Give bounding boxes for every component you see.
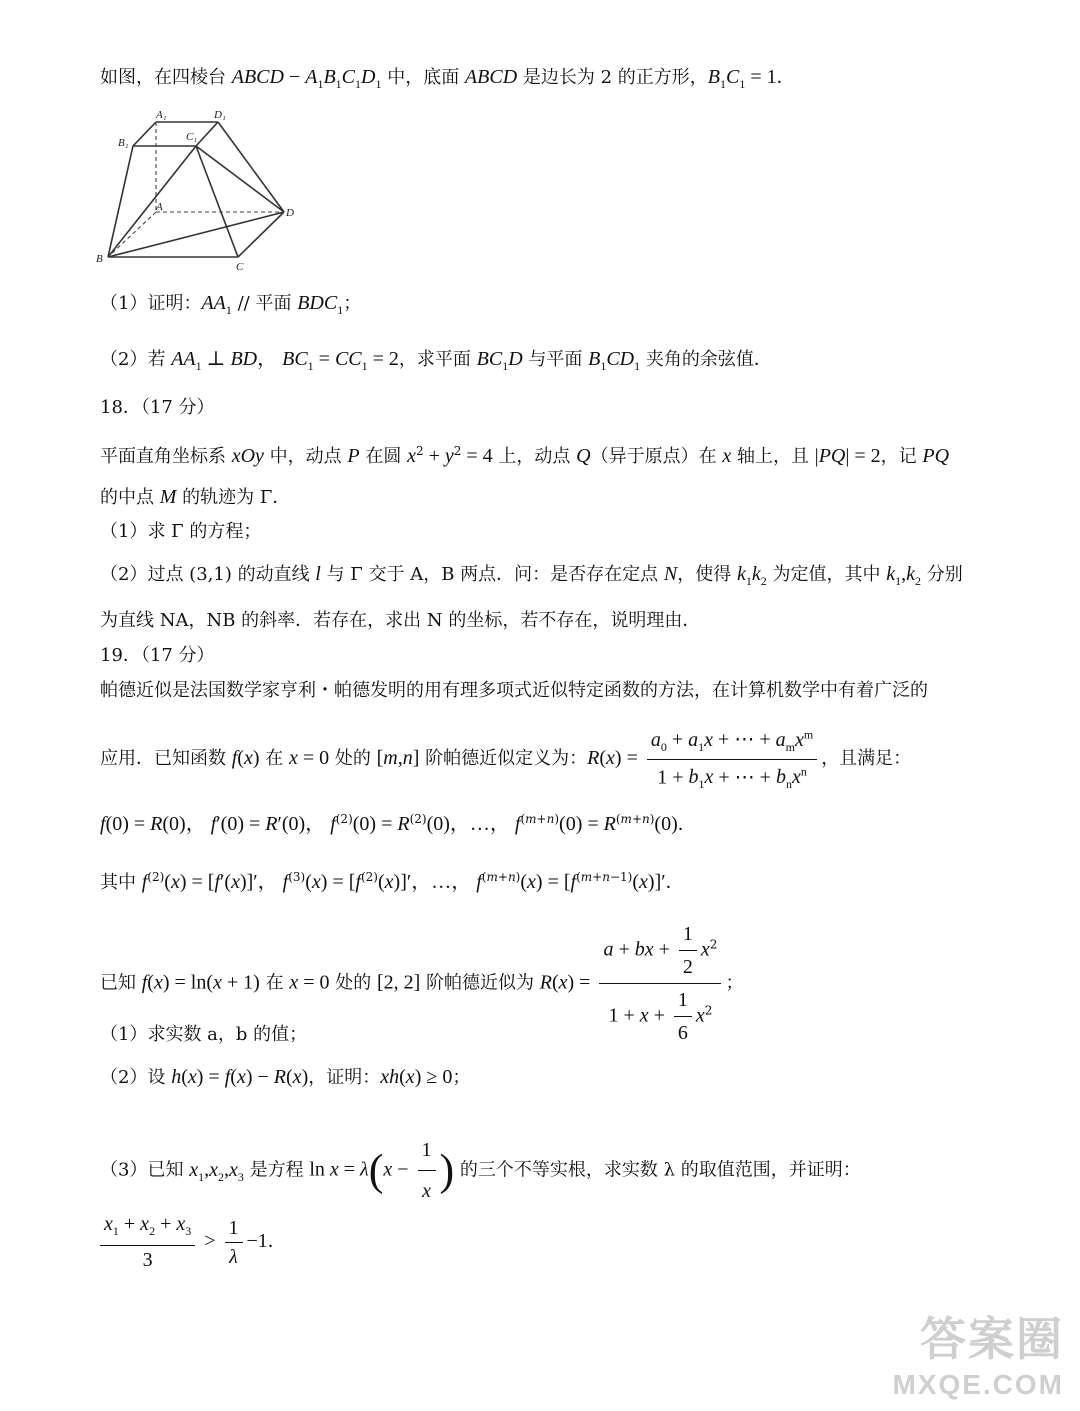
q19-para1: 帕德近似是法国数学家亨利・帕德发明的用有理多项式近似特定函数的方法，在计算机数学中有着广泛的 <box>100 680 928 701</box>
label-A: A <box>156 201 163 213</box>
label-D1: D₁ <box>214 109 226 121</box>
label-C1: C₁ <box>186 131 198 143</box>
q19-part3: （3）已知 $x_1,x_2,x_3$ 是方程 ln x = λ(x − $\frac{1}{x}$ ) 的三个不等实根，求实数 λ 的取值范围，并证明： <box>100 1130 1020 1211</box>
watermark-title: 答案圈 <box>920 1313 1064 1365</box>
q19-conditions: f(0) = R(0)， f′(0) = R′(0)， $f^{(2)}(0) = R^{(2)}(0)$，…， $f^{(m+n)}(0) = R^{(m+n)}(0)$． <box>100 812 696 835</box>
watermark-url: MXQE.COM <box>892 1369 1064 1400</box>
q18-header: 18．（17 分） <box>100 397 215 418</box>
q17-intro: 如图，在四棱台 ABCD − $A_1B_1C_1D_1$ 中，底面 ABCD 是边长为 2 的正方形，$B_1C_1 = 1$． <box>100 66 795 91</box>
q18-line2: 的中点 M 的轨迹为 Γ． <box>100 486 291 508</box>
label-B1: B₁ <box>118 137 129 149</box>
label-C: C <box>236 261 244 273</box>
q19-part1: （1）求实数 a，b 的值； <box>100 1024 308 1045</box>
label-D: D <box>286 207 294 219</box>
q19-header: 19．（17 分） <box>100 645 215 666</box>
q18-line1: 平面直角坐标系 xOy 中，动点 P 在圆 $x^2 + y^2 = 4$ 上，动点 Q（异于原点）在 x 轴上，且 |PQ| = 2，记 PQ <box>100 444 950 467</box>
q17-part1: （1）证明：$AA_1$ // 平面 $BDC_1$； <box>100 292 362 317</box>
q18-part1: （1）求 Γ 的方程； <box>100 521 262 542</box>
q19-part2: （2）设 h(x) = f(x) − R(x)，证明：xh(x) ≥ 0； <box>100 1066 471 1088</box>
q19-final-inequality: $\frac{x_1 + x_2 + x_3}{3}$ > $\frac{1}{\lambda}$ −1． <box>100 1210 1020 1274</box>
q18-part2-line2: 为直线 NA，NB 的斜率．若存在，求出 N 的坐标，若不存在，说明理由． <box>100 610 701 631</box>
frustum-figure <box>90 100 310 275</box>
q18-part2: （2）过点 (3,1) 的动直线 l 与 Γ 交于 A，B 两点．问：是否存在定点 N，使得 $k_1k_2$ 为定值，其中 $k_1,k_2$ 分别 <box>100 563 963 588</box>
q17-part2: （2）若 $AA_1$ ⊥ BD， $BC_1 = CC_1 = 2$，求平面 $BC_1D$ 与平面 $B_1CD_1$ 夹角的余弦值． <box>100 348 772 373</box>
label-B: B <box>96 253 103 265</box>
q19-given: 已知 f(x) = ln(x + 1) 在 x = 0 处的 [2, 2] 阶帕德近似为 R(x) = a + bx + $\frac{1}{2}$ $x^2$ 1 + x + $\frac{1}{6}$ $x^2$ ； <box>100 918 1020 1049</box>
q19-para2: 应用．已知函数 f(x) 在 x = 0 处的 [m,n] 阶帕德近似定义为：R(x) = $\frac{a_0 + a_1x + \cdots + a_mx^m}{1 + b_1x + \cdots + b_nx^n}$ ，且满足： <box>100 722 1020 796</box>
watermark <box>892 1303 1064 1401</box>
label-A1: A₁ <box>156 109 167 121</box>
q19-derivs: 其中 $f^{(2)}(x) = [f'(x)]'$， $f^{(3)}(x) = [f^{(2)}(x)]'$，…， $f^{(m+n)}(x) = [f^{(m+n-1)}(x)]'$． <box>100 870 684 893</box>
